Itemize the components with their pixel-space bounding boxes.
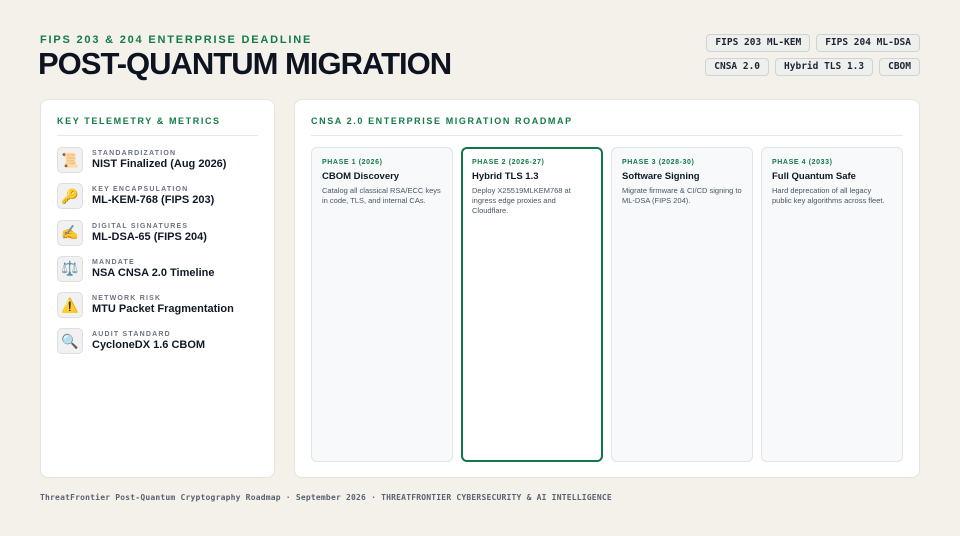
magnifier-icon: 🔍: [57, 328, 83, 354]
footer: ThreatFrontier Post-Quantum Cryptography Roadmap · September 2026 · THREATFRONTIER CYBERSECURITY & AI INTELLIGENCE: [40, 493, 612, 502]
divider: [311, 135, 903, 136]
metric-value: ML-KEM-768 (FIPS 203): [92, 194, 215, 207]
metric-item: [57, 292, 264, 318]
metric-category: DIGITAL SIGNATURES: [92, 222, 189, 230]
metric-text: [92, 149, 226, 171]
phase-card-4: [761, 147, 903, 462]
phase-description: Catalog all classical RSA/ECC keys in code, TLS, and internal CAs.: [322, 186, 441, 205]
metric-item: [57, 328, 264, 354]
phase-list: [311, 147, 903, 462]
signature-icon: ✍️: [57, 220, 83, 246]
metric-text: [92, 330, 205, 352]
metric-category: AUDIT STANDARD: [92, 331, 171, 339]
warning-icon: ⚠️: [57, 292, 83, 318]
metric-text: [92, 258, 214, 280]
metrics-panel-title: KEY TELEMETRY & METRICS: [57, 116, 221, 126]
metric-value: NIST Finalized (Aug 2026): [92, 158, 227, 170]
phase-card-2: [461, 147, 603, 462]
phase-title: Software Signing: [622, 171, 700, 182]
metric-text: [92, 294, 234, 316]
metric-category: MANDATE: [92, 258, 135, 266]
metric-text: [92, 222, 207, 244]
phase-title: Hybrid TLS 1.3: [472, 171, 539, 182]
phase-card-3: [611, 147, 753, 462]
metric-item: [57, 220, 264, 246]
tag-list: [640, 34, 920, 76]
metric-value: CycloneDX 1.6 CBOM: [92, 339, 206, 352]
roadmap-panel-title: CNSA 2.0 ENTERPRISE MIGRATION ROADMAP: [311, 116, 573, 126]
key-icon: 🔑: [57, 183, 83, 209]
phase-title: Full Quantum Safe: [772, 171, 856, 182]
divider: [57, 135, 258, 136]
roadmap-panel: [294, 99, 920, 478]
phase-label: PHASE 1 (2026): [322, 159, 383, 166]
metric-item: [57, 256, 264, 282]
metric-category: NETWORK RISK: [92, 295, 162, 303]
phase-description: Migrate firmware & CI/CD signing to ML-DSA (FIPS 204).: [622, 186, 742, 205]
metric-category: KEY ENCAPSULATION: [92, 186, 189, 194]
tag-fips-204: FIPS 204 ML-DSA: [816, 34, 920, 52]
tag-cbom: CBOM: [879, 58, 920, 76]
metric-item: [57, 183, 264, 209]
phase-card-1: [311, 147, 453, 462]
phase-label: PHASE 2 (2026-27): [472, 159, 545, 166]
phase-label: PHASE 4 (2033): [772, 159, 833, 166]
tag-cnsa: CNSA 2.0: [705, 58, 769, 76]
metrics-list: [57, 147, 264, 365]
phase-title: CBOM Discovery: [322, 171, 400, 182]
tag-fips-203: FIPS 203 ML-KEM: [706, 34, 810, 52]
phase-description: Hard deprecation of all legacy public key algorithms across fleet.: [772, 186, 885, 205]
metric-value: NSA CNSA 2.0 Timeline: [92, 266, 215, 279]
metrics-panel: [40, 99, 275, 478]
metric-value: ML-DSA-65 (FIPS 204): [92, 230, 207, 243]
metric-item: [57, 147, 264, 173]
phase-label: PHASE 3 (2028-30): [622, 159, 695, 166]
scales-icon: ⚖️: [57, 256, 83, 282]
tag-hybrid-tls: Hybrid TLS 1.3: [775, 58, 873, 76]
phase-description: Deploy X25519MLKEM768 at ingress edge proxies and Cloudflare.: [472, 186, 571, 215]
metric-category: STANDARDIZATION: [92, 150, 177, 157]
scroll-icon: 📜: [57, 147, 83, 173]
metric-text: [92, 185, 214, 207]
page-title: POST-QUANTUM MIGRATION: [38, 46, 452, 81]
eyebrow: FIPS 203 & 204 ENTERPRISE DEADLINE: [40, 34, 313, 46]
metric-value: MTU Packet Fragmentation: [92, 303, 234, 316]
